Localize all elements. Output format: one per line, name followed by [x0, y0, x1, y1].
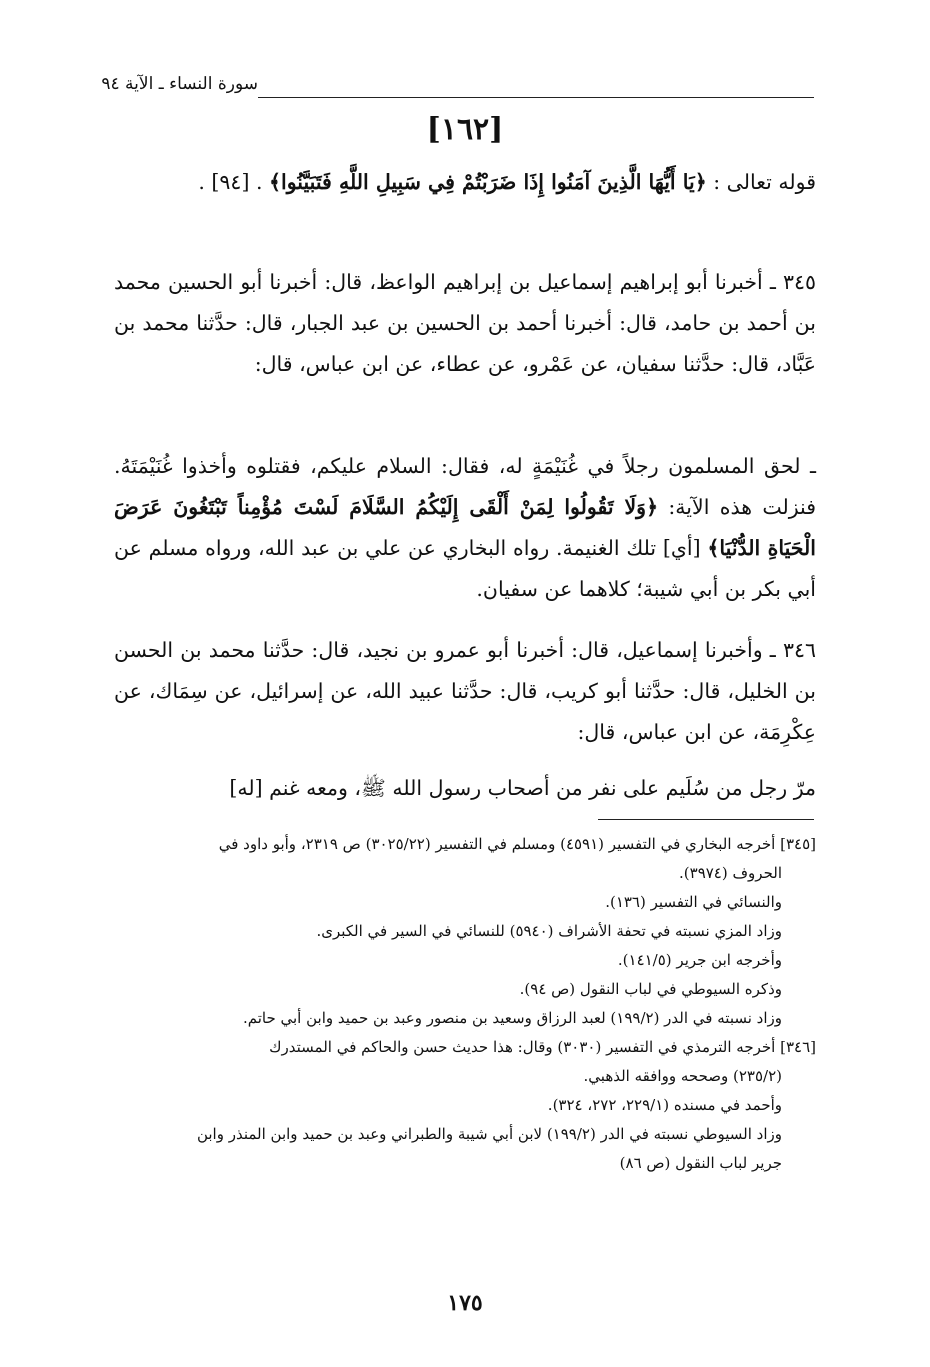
- quran-verse-2: ﴿وَلَا تَقُولُوا لِمَنْ أَلْقَى إِلَيْكُمُ السَّلَامَ لَسْتَ مُؤْمِناً تَبْتَغُونَ عَرَضَ الْحَيَاةِ الدُّنْيَا﴾: [114, 495, 816, 560]
- matn-text-346: مرّ رجل من سُلَيم على نفر من أصحاب رسول الله ﷺ، ومعه غنم [له]: [229, 776, 816, 800]
- section-number: [١٦٢]: [426, 112, 504, 147]
- page-number: ١٧٥: [447, 1290, 483, 1316]
- header-rule: [258, 97, 814, 98]
- matn-text: ـ لحق المسلمون رجلاً في غُنَيْمَةٍ له، فقال: السلام عليكم، فقتلوه وأخذوا غُنَيْمَتَهُ. فنزلت هذه الآية:: [114, 454, 816, 519]
- footnote-line: وأحمد في مسنده (٢٢٩/١، ٢٧٢، ٣٢٤).: [547, 1096, 782, 1114]
- narration-346-matn: [114, 768, 816, 809]
- narration-345-isnad: [114, 262, 816, 385]
- quran-verse: ﴿يَا أَيُّهَا الَّذِينَ آمَنُوا إِذَا ضَرَبْتُمْ فِي سَبِيلِ اللَّهِ فَتَبَيَّنُوا﴾: [268, 170, 707, 194]
- footnote-line: والنسائي في التفسير (١٣٦).: [605, 893, 782, 911]
- narration-346-isnad: [114, 630, 816, 753]
- verse-intro: [114, 162, 816, 203]
- footnote-line: وذكره السيوطي في لباب النقول (ص ٩٤).: [519, 980, 782, 998]
- verse-intro-prefix: قوله تعالى :: [706, 170, 816, 194]
- footnote-line: جرير لباب النقول (ص ٨٦): [619, 1154, 782, 1172]
- isnad-text: ٣٤٥ ـ أخبرنا أبو إبراهيم إسماعيل بن إبراهيم الواعظ، قال: أخبرنا أبو الحسين محمد بن أحمد بن حامد، قال: أخبرنا أحمد بن الحسين بن عبد الجبار، قال: حدَّثنا محمد بن عَبَّاد، قال: حدَّثنا سفيان، عن عَمْرو، عن عطاء، عن ابن عباس، قال:: [114, 270, 816, 376]
- running-title: سورة النساء ـ الآية ٩٤: [101, 74, 258, 94]
- footnote-line: [٣٤٥] أخرجه البخاري في التفسير (٤٥٩١) ومسلم في التفسير (٣٠٢٥/٢٢) ص ٢٣١٩، وأبو داود في: [218, 835, 816, 853]
- verse-reference: . [٩٤] .: [198, 170, 269, 194]
- footnote-line: وزاد المزي نسبته في تحفة الأشراف (٥٩٤٠) للنسائي في السير في الكبرى.: [316, 922, 782, 940]
- matn-ending: [أي] تلك الغنيمة. رواه البخاري عن علي بن عبد الله، ورواه مسلم عن أبي بكر بن أبي شيبة؛ كلاهما عن سفيان.: [114, 536, 816, 601]
- footnote-line: [٣٤٦] أخرجه الترمذي في التفسير (٣٠٣٠) وقال: هذا حديث حسن والحاكم في المستدرك: [269, 1038, 816, 1056]
- footnote-line: وأخرجه ابن جرير (١٤١/٥).: [617, 951, 782, 969]
- footnote-line: (٢٣٥/٢) وصححه ووافقه الذهبي.: [583, 1067, 782, 1085]
- footnote-line: وزاد السيوطي نسبته في الدر (١٩٩/٢) لابن أبي شيبة والطبراني وعبد بن حميد وابن المنذر وابن: [196, 1125, 782, 1143]
- footnote-line: وزاد نسبته في الدر (١٩٩/٢) لعبد الرزاق وسعيد بن منصور وعبد بن حميد وابن أبي حاتم.: [242, 1009, 782, 1027]
- narration-345-matn: [114, 446, 816, 610]
- footnotes: [116, 830, 816, 1178]
- footnote-line: الحروف (٣٩٧٤).: [679, 864, 782, 882]
- isnad-text-346: ٣٤٦ ـ وأخبرنا إسماعيل، قال: أخبرنا أبو عمرو بن نجيد، قال: حدَّثنا محمد بن الحسن بن الخليل، قال: حدَّثنا أبو كريب، قال: حدَّثنا عبيد الله، عن إسرائيل، عن سِمَاك، عن عِكْرِمَة، عن ابن عباس، قال:: [114, 638, 816, 744]
- footnote-rule: [598, 819, 814, 820]
